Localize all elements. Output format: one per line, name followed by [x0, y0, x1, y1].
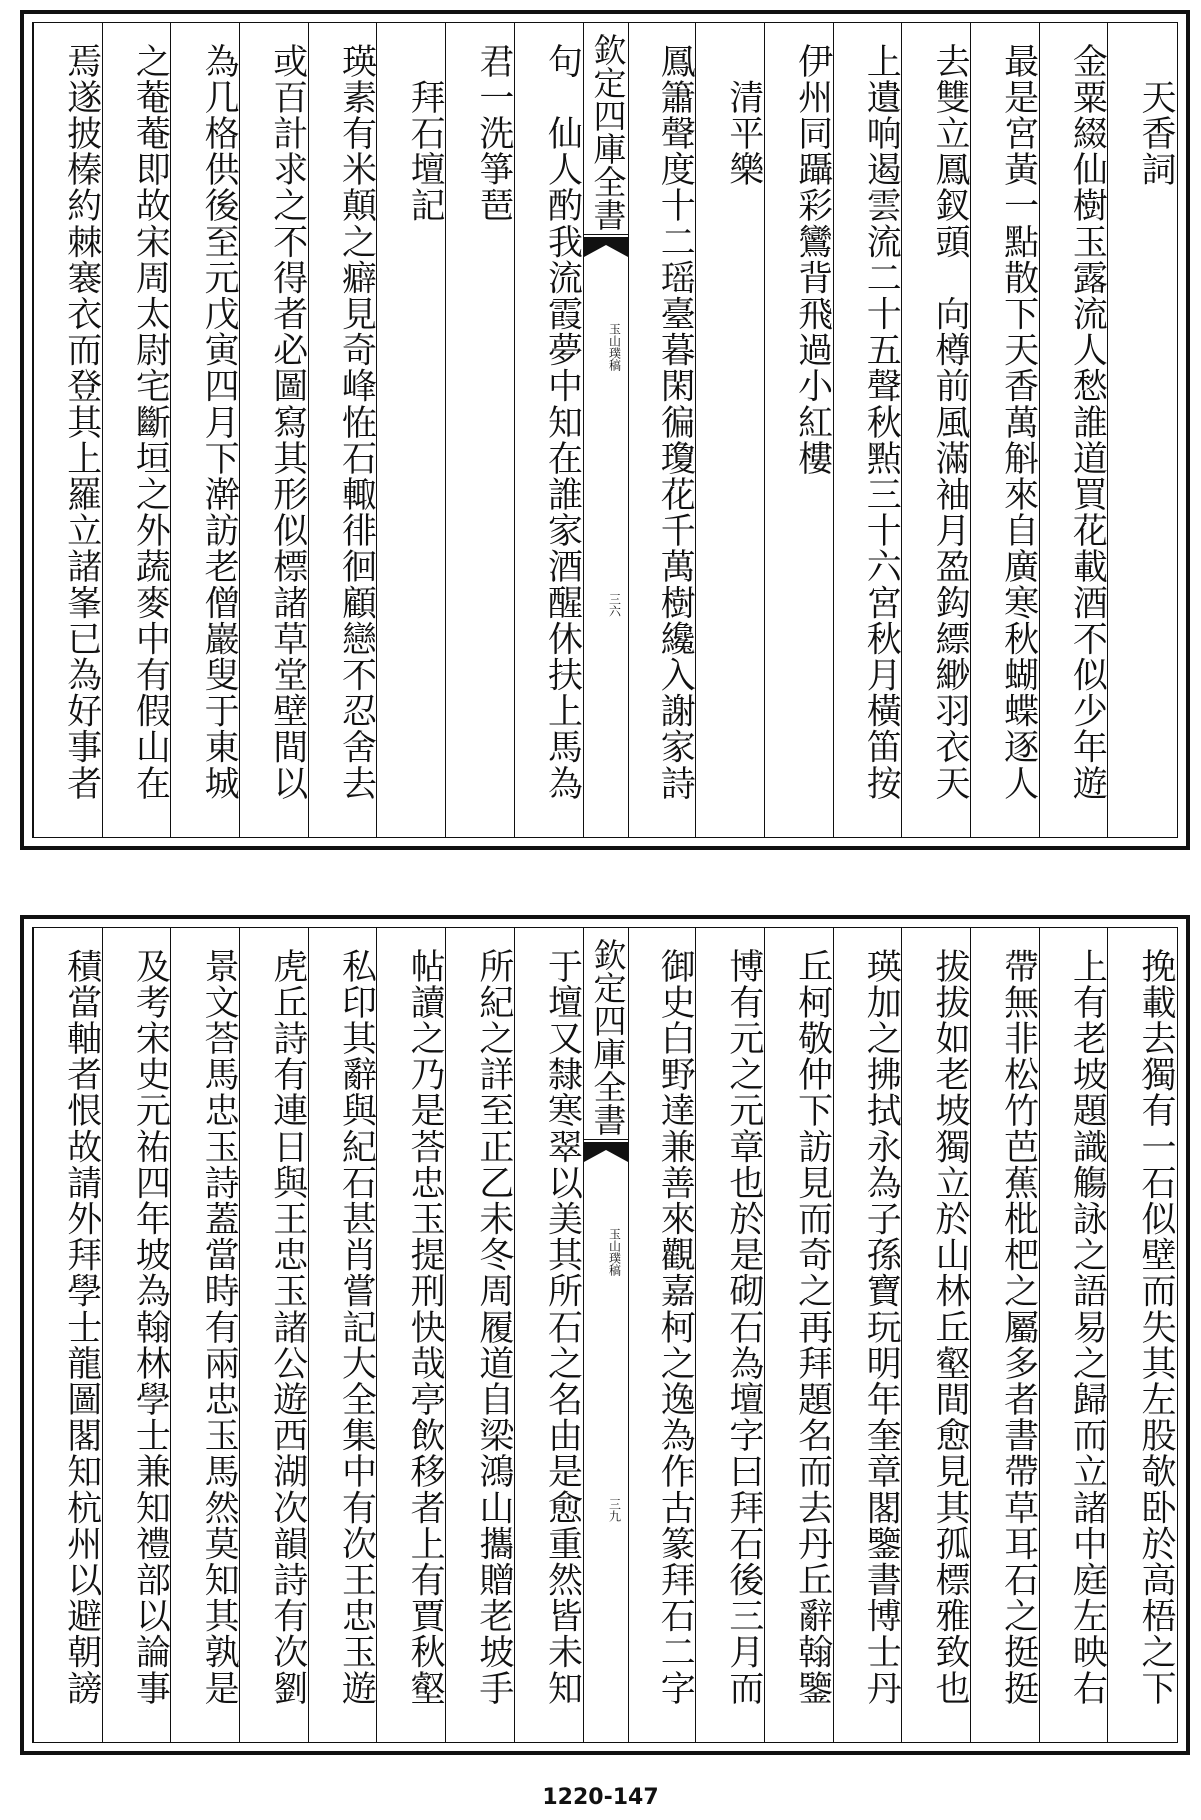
column-rule	[170, 928, 171, 1742]
text-column: 最是宮黃一點散下天香萬斛來自廣寒秋蝴蝶逐人	[998, 43, 1039, 802]
text-column: 帶無非松竹芭蕉枇杷之屬多者書帶草耳石之挺挺	[998, 948, 1039, 1707]
text-column: 博有元之元章也於是砌石為壇字曰拜石後三月而	[723, 948, 764, 1707]
column-rule	[445, 23, 446, 837]
column-rule	[901, 928, 902, 1742]
text-column: 鳳簫聲度十二瑶臺暮閑徧瓊花千萬樹纔入謝家詩	[655, 43, 696, 802]
column-rule	[764, 23, 765, 837]
page-number: 1220-147	[542, 1785, 659, 1810]
text-column: 及考宋史元祐四年坡為翰林學士兼知禮部以論事	[130, 948, 171, 1707]
column-rule	[33, 928, 34, 1742]
column-rule	[514, 23, 515, 837]
column-rule	[695, 23, 696, 837]
column-rule	[970, 23, 971, 837]
column-rule	[376, 23, 377, 837]
column-rule	[308, 23, 309, 837]
column-rule	[376, 928, 377, 1742]
fold-page-number: 三六	[607, 593, 622, 617]
column-rule	[764, 928, 765, 1742]
text-column: 句 仙人酌我流霞夢中知在誰家酒醒休扶上馬為	[542, 43, 583, 802]
column-rule	[239, 928, 240, 1742]
bottom-page-frame	[32, 927, 1178, 1743]
text-column: 金粟綴仙樹玉露流人愁誰道買花載酒不似少年遊	[1067, 43, 1108, 802]
bottom-page	[20, 915, 1190, 1755]
text-column: 拜石壇記	[405, 43, 446, 224]
text-column: 天香詞	[1136, 43, 1176, 188]
fold-page-number: 三九	[607, 1498, 622, 1522]
top-page	[20, 10, 1190, 850]
column-rule	[33, 23, 34, 837]
fold-book-title: 玉山璞稿	[607, 1228, 622, 1276]
fish-tail-mark-icon	[584, 237, 628, 261]
text-column: 虎丘詩有連日與王忠玉諸公遊西湖次韻詩有次劉	[267, 948, 308, 1707]
center-fold	[583, 23, 629, 837]
text-column: 拔拔如老坡獨立於山林丘壑間愈見其孤標雅致也	[929, 948, 970, 1707]
text-column: 之菴菴即故宋周太尉宅斷垣之外蔬麥中有假山在	[130, 43, 171, 802]
text-column: 清平樂	[723, 43, 764, 188]
text-column: 焉遂披榛約棘褰衣而登其上羅立諸峯已為好事者	[61, 43, 102, 802]
center-fold	[583, 928, 629, 1742]
text-column: 景文荅馬忠玉詩蓋當時有兩忠玉馬然莫知其孰是	[199, 948, 240, 1707]
text-column: 上遺响遏雲流二十五聲秋㸃三十六宮秋月橫笛按	[861, 43, 902, 802]
column-rule	[445, 928, 446, 1742]
column-rule	[695, 928, 696, 1742]
text-column: 上有老坡題識觴詠之語易之歸而立諸中庭左映右	[1067, 948, 1108, 1707]
top-page-frame	[32, 22, 1178, 838]
column-rule	[970, 928, 971, 1742]
text-column: 為几格供後至元戊寅四月下澣訪老僧巖叟于東城	[199, 43, 240, 802]
column-rule	[239, 23, 240, 837]
text-column: 君一洗箏琶	[473, 43, 514, 224]
fold-header-title: 欽定四庫全書	[584, 928, 628, 1140]
text-column: 挽載去獨有一石似壁而失其左股欹卧於高梧之下	[1136, 948, 1176, 1707]
text-column: 帖讀之乃是荅忠玉提刑快哉亭飲移者上有賈秋壑	[405, 948, 446, 1707]
column-rule	[1107, 23, 1108, 837]
text-column: 或百計求之不得者必圖寫其形似標諸草堂壁間以	[267, 43, 308, 802]
text-column: 丘柯敬仲下訪見而奇之再拜題名而去丹丘辭翰鑒	[792, 948, 833, 1707]
text-column: 去雙立鳳釵頭 向樽前風滿袖月盈鈎縹緲羽衣天	[929, 43, 970, 802]
text-column: 積當軸者恨故請外拜學士龍圖閣知杭州以避朝謗	[61, 948, 102, 1707]
fold-header-title: 欽定四庫全書	[584, 23, 628, 235]
text-column: 御史白野達兼善來觀嘉柯之逸為作古篆拜石二字	[655, 948, 696, 1707]
text-column: 瑛加之拂拭永為子孫寶玩明年奎章閣鑒書博士丹	[861, 948, 902, 1707]
text-column: 瑛素有米顛之癖見奇峰恠石輙徘徊顧戀不忍舍去	[336, 43, 377, 802]
text-column: 伊州同躡彩鸞背飛過小紅樓	[792, 43, 833, 477]
column-rule	[901, 23, 902, 837]
fold-book-title: 玉山璞稿	[607, 323, 622, 371]
text-column: 所紀之詳至正乙未冬周履道自梁鴻山攜贈老坡手	[473, 948, 514, 1707]
fish-tail-mark-icon	[584, 1142, 628, 1166]
text-column: 私印其辭與紀石甚肖嘗記大全集中有次王忠玉遊	[336, 948, 377, 1707]
column-rule	[170, 23, 171, 837]
text-column: 于壇又隸寒翠以美其所石之名由是愈重然皆未知	[542, 948, 583, 1707]
column-rule	[1107, 928, 1108, 1742]
